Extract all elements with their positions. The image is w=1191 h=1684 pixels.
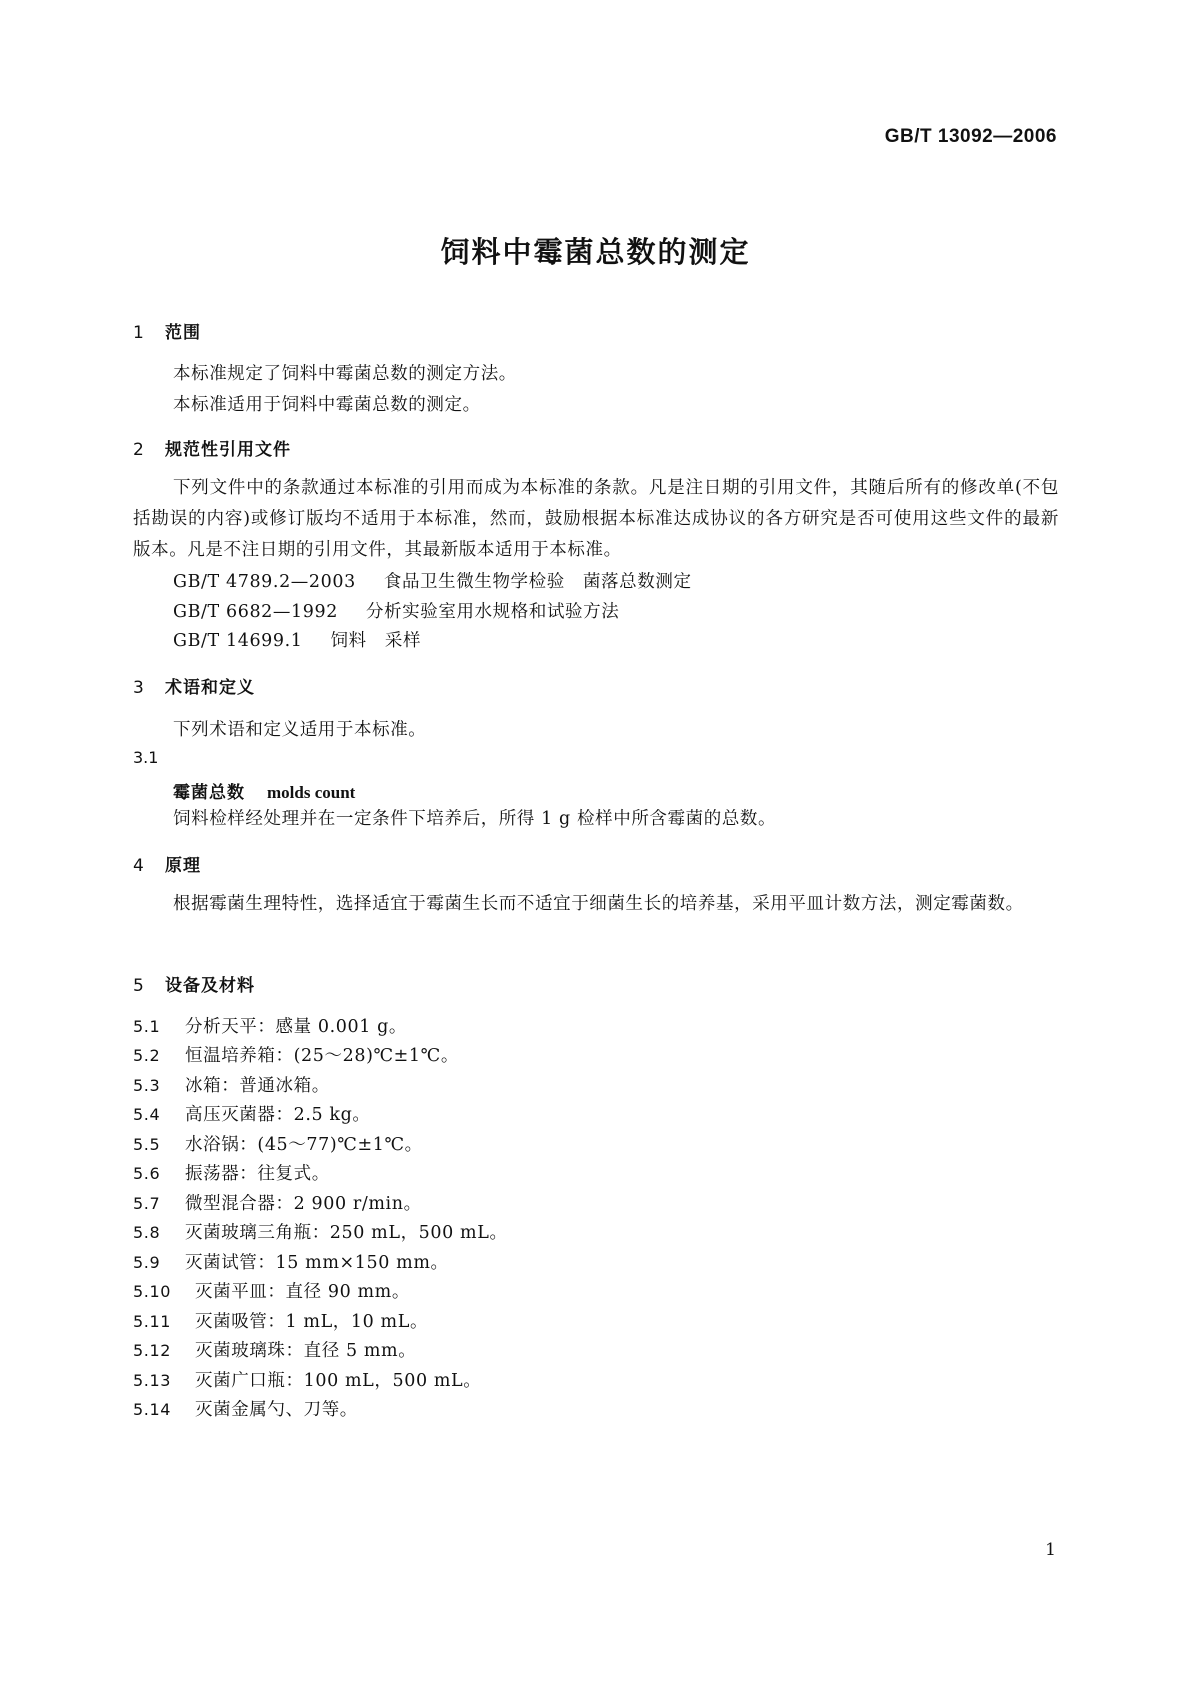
reference-title: 饲料 采样 [330, 631, 422, 651]
reference-title: 食品卫生微生物学检验 菌落总数测定 [383, 572, 692, 592]
item-text: 高压灭菌器：2.5 kg。 [185, 1105, 371, 1125]
section-heading-equipment [133, 971, 255, 996]
equipment-item [133, 1308, 428, 1333]
item-text: 冰箱：普通冰箱。 [185, 1076, 330, 1096]
document-title: 饲料中霉菌总数的测定 [440, 235, 751, 269]
terms-intro: 下列术语和定义适用于本标准。 [173, 720, 427, 740]
item-number: 5.13 [133, 1371, 172, 1390]
scope-line-2: 本标准适用于饲料中霉菌总数的测定。 [173, 395, 481, 415]
section-number: 3 [133, 678, 145, 698]
page-number: 1 [1045, 1540, 1056, 1560]
equipment-item [133, 1101, 371, 1126]
item-number: 5.7 [133, 1194, 161, 1213]
reference-code: GB/T 6682—1992 [173, 602, 338, 622]
item-number: 5.14 [133, 1400, 172, 1419]
item-number: 5.3 [133, 1076, 161, 1095]
term-zh: 霉菌总数 [173, 783, 245, 803]
item-number: 5.10 [133, 1282, 172, 1301]
item-number: 5.11 [133, 1312, 172, 1331]
reference-doc [173, 598, 619, 623]
section-title: 术语和定义 [165, 678, 255, 698]
item-number: 5.12 [133, 1341, 172, 1360]
equipment-item [133, 1219, 508, 1244]
equipment-item [133, 1131, 423, 1156]
equipment-item [133, 1367, 481, 1392]
item-number: 5.5 [133, 1135, 161, 1154]
section-title: 原理 [165, 856, 201, 876]
equipment-item [133, 1190, 422, 1215]
equipment-item [133, 1072, 330, 1097]
standard-number: GB/T 13092—2006 [884, 126, 1057, 147]
section-heading-principle [133, 851, 201, 876]
item-number: 5.1 [133, 1017, 161, 1036]
section-title: 范围 [165, 323, 201, 343]
references-intro: 下列文件中的条款通过本标准的引用而成为本标准的条款。凡是注日期的引用文件，其随后所有的修改单(不包括勘误的内容)或修订版均不适用于本标准，然而，鼓励根据本标准达成协议的各方研究是否可使用这些文件的最新版本。凡是不注日期的引用文件，其最新版本适用于本标准。 [133, 478, 1059, 560]
item-number: 5.6 [133, 1164, 161, 1183]
equipment-item [133, 1278, 410, 1303]
item-text: 灭菌平皿：直径 90 mm。 [195, 1282, 410, 1302]
item-number: 5.2 [133, 1046, 161, 1065]
reference-title: 分析实验室用水规格和试验方法 [365, 602, 620, 622]
equipment-item [133, 1042, 459, 1067]
term-definition: 饲料检样经处理并在一定条件下培养后，所得 1 g 检样中所含霉菌的总数。 [173, 809, 777, 829]
item-text: 微型混合器：2 900 r/min。 [185, 1194, 422, 1214]
item-text: 灭菌金属勺、刀等。 [195, 1400, 358, 1420]
equipment-item [133, 1249, 449, 1274]
item-text: 灭菌吸管：1 mL，10 mL。 [195, 1312, 429, 1332]
item-number: 5.9 [133, 1253, 161, 1272]
item-text: 分析天平：感量 0.001 g。 [185, 1017, 408, 1037]
equipment-item [133, 1337, 416, 1362]
equipment-item [133, 1160, 330, 1185]
item-text: 灭菌玻璃珠：直径 5 mm。 [195, 1341, 417, 1361]
item-text: 灭菌试管：15 mm×150 mm。 [185, 1253, 449, 1273]
section-heading-scope [133, 318, 201, 343]
item-text: 灭菌玻璃三角瓶：250 mL，500 mL。 [185, 1223, 508, 1243]
section-title: 规范性引用文件 [165, 440, 291, 460]
section-heading-terms [133, 673, 255, 698]
reference-code: GB/T 14699.1 [173, 631, 303, 651]
reference-doc [173, 627, 421, 652]
section-number: 4 [133, 856, 145, 876]
equipment-item [133, 1013, 407, 1038]
item-text: 灭菌广口瓶：100 mL，500 mL。 [195, 1371, 482, 1391]
section-title: 设备及材料 [165, 976, 255, 996]
reference-code: GB/T 4789.2—2003 [173, 572, 356, 592]
section-heading-references [133, 435, 291, 460]
term-number: 3.1 [133, 748, 159, 767]
term-title [173, 778, 355, 803]
item-text: 恒温培养箱：(25～28)℃±1℃。 [185, 1046, 459, 1066]
principle-text: 根据霉菌生理特性，选择适宜于霉菌生长而不适宜于细菌生长的培养基，采用平皿计数方法，测定霉菌数。 [173, 894, 1024, 914]
item-text: 水浴锅：(45～77)℃±1℃。 [185, 1135, 423, 1155]
scope-line-1: 本标准规定了饲料中霉菌总数的测定方法。 [173, 364, 517, 384]
reference-doc [173, 568, 692, 593]
item-text: 振荡器：往复式。 [185, 1164, 330, 1184]
item-number: 5.8 [133, 1223, 161, 1242]
section-number: 1 [133, 323, 145, 343]
section-number: 5 [133, 976, 145, 996]
section-number: 2 [133, 440, 145, 460]
item-number: 5.4 [133, 1105, 161, 1124]
equipment-item [133, 1396, 358, 1421]
term-en: molds count [267, 783, 356, 802]
